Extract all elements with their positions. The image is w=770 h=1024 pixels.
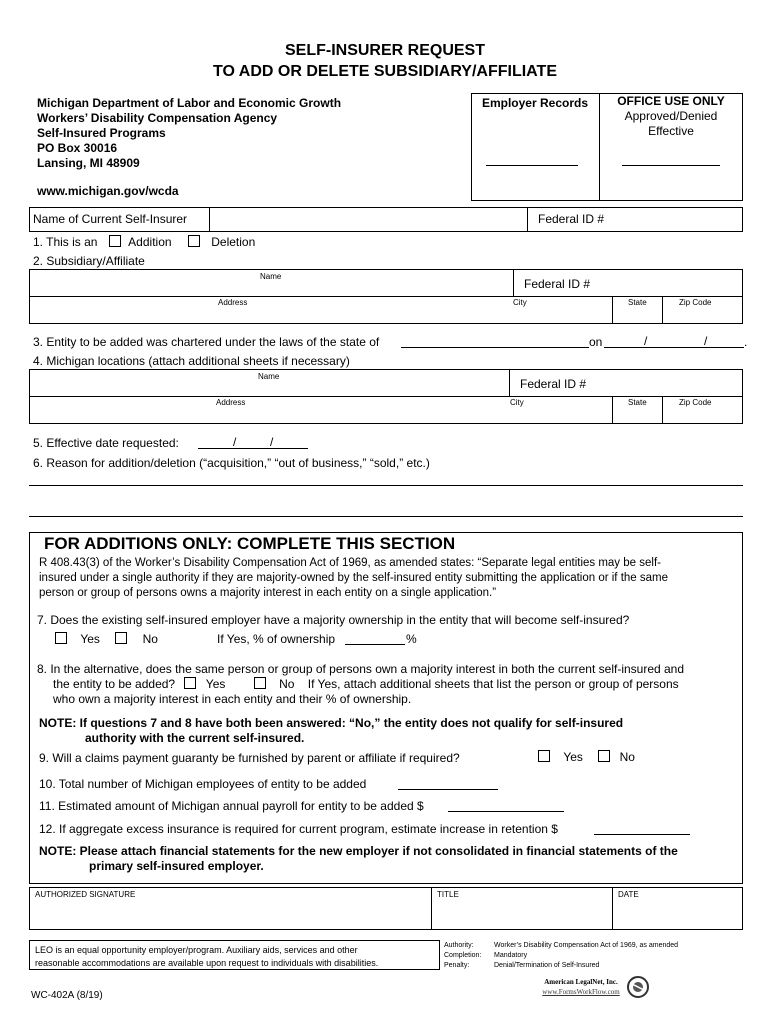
q3-date-slash: / xyxy=(644,334,648,348)
current-insurer-name-field[interactable] xyxy=(211,209,525,230)
title-field[interactable] xyxy=(433,900,610,928)
signature-divider xyxy=(612,887,613,930)
q9-yes-checkbox[interactable] xyxy=(538,750,550,762)
q7-percent-field[interactable] xyxy=(345,644,405,645)
note2-line1: NOTE: Please attach financial statements for the new employer if not consolidated in financial statements of the xyxy=(39,844,678,858)
table-rule xyxy=(612,396,613,424)
row-divider xyxy=(527,207,528,232)
table-rule xyxy=(513,269,514,297)
q12-label: 12. If aggregate excess insurance is required for current program, estimate increase in retention $ xyxy=(39,822,558,836)
signature-label: AUTHORIZED SIGNATURE xyxy=(35,890,136,899)
q2-label: 2. Subsidiary/Affiliate xyxy=(33,254,145,268)
authority-key: Authority: xyxy=(444,942,474,949)
addition-checkbox[interactable] xyxy=(109,235,121,247)
q8-yes-checkbox[interactable] xyxy=(184,677,196,689)
q7-percent-label: If Yes, % of ownership xyxy=(217,632,336,646)
employer-records-label: Employer Records xyxy=(481,96,589,110)
office-use-title: OFFICE USE ONLY xyxy=(617,94,725,108)
office-use-line[interactable] xyxy=(622,165,720,166)
q9-yes-label: Yes xyxy=(563,750,583,764)
q9-label: 9. Will a claims payment guaranty be furnished by parent or affiliate if required? xyxy=(39,751,460,765)
table-rule xyxy=(29,396,509,397)
q9-no-label: No xyxy=(619,750,635,764)
completion-key: Completion: xyxy=(444,952,482,959)
location-name-field[interactable] xyxy=(31,381,507,395)
table-rule xyxy=(513,296,743,297)
agency-address xyxy=(37,96,341,171)
agency-line4: PO Box 30016 xyxy=(37,141,118,155)
q8-line1: 8. In the alternative, does the same person or group of persons own a majority interest in both the current self-insured and xyxy=(37,662,685,676)
location-address-label: Address xyxy=(216,398,246,407)
row-divider xyxy=(209,207,210,232)
rule-text xyxy=(39,556,739,601)
q8-line2 xyxy=(53,677,679,691)
subsidiary-city-label: City xyxy=(513,298,527,307)
additions-heading: FOR ADDITIONS ONLY: COMPLETE THIS SECTION xyxy=(44,534,456,553)
note2-line2: primary self-insured employer. xyxy=(89,859,264,873)
q1-prefix: 1. This is an xyxy=(33,235,98,249)
effective-date-field[interactable] xyxy=(198,448,308,449)
note2 xyxy=(39,844,678,874)
note1-line1: NOTE: If questions 7 and 8 have both been answered: “No,” the entity does not qualify for self-insured xyxy=(39,716,624,730)
agency-website: www.michigan.gov/wcda xyxy=(37,184,179,198)
agency-line2: Workers’ Disability Compensation Agency xyxy=(37,111,278,125)
publisher-name: American LegalNet, Inc. xyxy=(544,978,618,986)
table-rule xyxy=(509,369,510,397)
q8-no-label: No xyxy=(279,677,295,691)
leo-line2: reasonable accommodations are available upon request to individuals with disabilities. xyxy=(35,958,379,968)
q12-field[interactable] xyxy=(594,834,690,835)
q8-no-checkbox[interactable] xyxy=(254,677,266,689)
date-label: DATE xyxy=(618,890,639,899)
q7-no-label: No xyxy=(142,632,158,646)
subsidiary-federal-id-label: Federal ID # xyxy=(524,277,591,291)
employer-records-line[interactable] xyxy=(486,165,578,166)
effective-date-slash: / xyxy=(233,435,237,449)
q9-options xyxy=(538,750,635,764)
q7-label: 7. Does the existing self-insured employer have a majority ownership in the entity that will become self-insured? xyxy=(37,613,630,627)
q1-row xyxy=(33,235,255,249)
penalty-key: Penalty: xyxy=(444,962,470,969)
q7-yes-checkbox[interactable] xyxy=(55,632,67,644)
authority-value: Worker’s Disability Compensation Act of 1969, as amended xyxy=(494,942,679,949)
subsidiary-state-label: State xyxy=(628,298,647,307)
table-rule xyxy=(612,296,613,324)
location-state-label: State xyxy=(628,398,647,407)
location-city-label: City xyxy=(510,398,524,407)
table-rule xyxy=(662,296,663,324)
note1-line2: authority with the current self-insured. xyxy=(85,731,305,745)
leo-line1: LEO is an equal opportunity employer/program. Auxiliary aids, services and other xyxy=(35,945,358,955)
q3-date-slash: / xyxy=(704,334,708,348)
q3-label: 3. Entity to be added was chartered under the laws of the state of xyxy=(33,335,380,349)
table-rule xyxy=(662,396,663,424)
subsidiary-address-label: Address xyxy=(218,298,248,307)
q4-label: 4. Michigan locations (attach additional sheets if necessary) xyxy=(33,354,350,368)
location-zip-label: Zip Code xyxy=(679,398,712,407)
q7-no-checkbox[interactable] xyxy=(115,632,127,644)
form-number: WC-402A (8/19) xyxy=(31,990,103,1001)
q8-line2-text: the entity to be added? xyxy=(53,677,176,691)
q6-label: 6. Reason for addition/deletion (“acquisition,” “out of business,” “sold,” etc.) xyxy=(33,456,430,470)
subsidiary-name-label: Name xyxy=(260,272,282,281)
q3-date-field[interactable] xyxy=(604,347,744,348)
q3-period: . xyxy=(744,335,748,349)
q5-label: 5. Effective date requested: xyxy=(33,436,179,450)
publisher-url[interactable]: www.FormsWorkFlow.com xyxy=(542,988,620,996)
agency-line1: Michigan Department of Labor and Economic Growth xyxy=(37,96,342,110)
location-federal-id-label: Federal ID # xyxy=(520,377,587,391)
q8-yes-label: Yes xyxy=(205,677,226,691)
rule-line3: person or group of persons owns a majority interest in each entity on a single application.” xyxy=(39,587,497,599)
q7-options xyxy=(55,632,158,646)
penalty-value: Denial/Termination of Self-Insured xyxy=(494,962,600,969)
form-title-line2: TO ADD OR DELETE SUBSIDIARY/AFFILIATE xyxy=(212,63,557,80)
rule-line1: R 408.43(3) of the Worker’s Disability Compensation Act of 1969, as amended states: “Separate legal entities may be self- xyxy=(39,557,661,569)
date-field[interactable] xyxy=(614,900,741,928)
current-insurer-label: Name of Current Self-Insurer xyxy=(33,212,188,226)
q11-field[interactable] xyxy=(448,811,564,812)
q8-line3: who own a majority interest in each entity and their % of ownership. xyxy=(53,692,412,706)
q11-label: 11. Estimated amount of Michigan annual payroll for entity to be added $ xyxy=(39,799,424,813)
q9-no-checkbox[interactable] xyxy=(598,750,610,762)
q3-state-field[interactable] xyxy=(401,347,589,348)
effective-date-slash: / xyxy=(270,435,274,449)
signature-field[interactable] xyxy=(31,900,429,928)
deletion-checkbox[interactable] xyxy=(188,235,200,247)
authority-block xyxy=(444,941,678,971)
addition-label: Addition xyxy=(128,235,172,249)
form-title-line1: SELF-INSURER REQUEST xyxy=(284,42,485,59)
rule-line2: insured under a single authority if they are majority-owned by the self-insured entity submitting the application or if the same xyxy=(39,572,668,584)
publisher-logo-icon xyxy=(626,975,650,999)
office-use-approved: Approved/Denied xyxy=(624,109,718,123)
leo-text xyxy=(35,944,378,970)
table-rule xyxy=(509,396,743,397)
office-use-text xyxy=(599,94,743,139)
office-use-effective: Effective xyxy=(648,124,694,138)
q7-percent-sign: % xyxy=(406,632,417,646)
subsidiary-zip-label: Zip Code xyxy=(679,298,712,307)
deletion-label: Deletion xyxy=(211,235,256,249)
q10-label: 10. Total number of Michigan employees of entity to be added xyxy=(39,777,367,791)
agency-line5: Lansing, MI 48909 xyxy=(37,156,140,170)
table-rule xyxy=(29,296,513,297)
agency-line3: Self-Insured Programs xyxy=(37,126,166,140)
current-insurer-federal-id-label: Federal ID # xyxy=(538,212,605,226)
location-name-label: Name xyxy=(258,372,280,381)
note1 xyxy=(39,716,623,746)
q10-field[interactable] xyxy=(398,789,498,790)
q7-yes-label: Yes xyxy=(80,632,100,646)
title-label: TITLE xyxy=(437,890,459,899)
publisher-block xyxy=(531,977,631,997)
current-insurer-federal-id-field[interactable] xyxy=(612,209,740,230)
location-address-field[interactable] xyxy=(31,408,611,422)
completion-value: Mandatory xyxy=(494,952,528,959)
q3-on-label: on xyxy=(589,335,603,349)
signature-divider xyxy=(431,887,432,930)
q8-line2b-text: If Yes, attach additional sheets that list the person or group of persons xyxy=(307,677,679,691)
reason-line-2[interactable] xyxy=(29,516,743,517)
subsidiary-name-field[interactable] xyxy=(31,281,511,295)
reason-line-1[interactable] xyxy=(29,485,743,486)
subsidiary-address-field[interactable] xyxy=(31,308,611,322)
